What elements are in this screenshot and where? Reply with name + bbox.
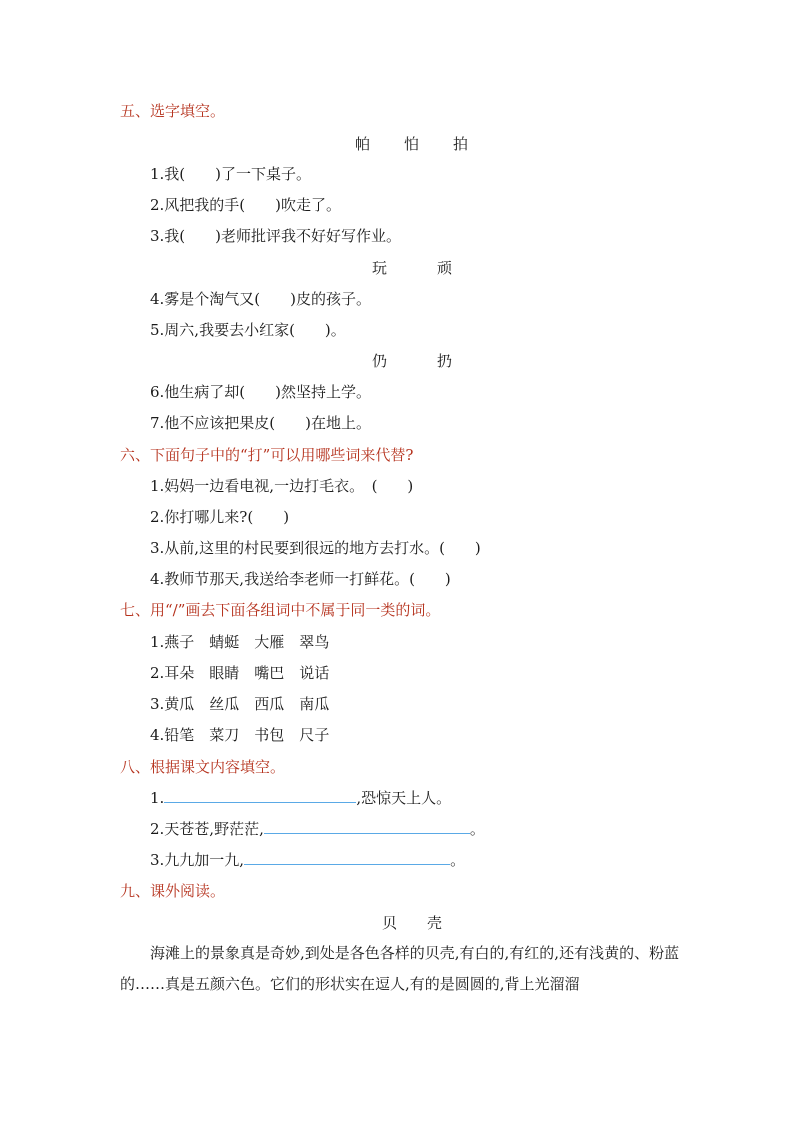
question-6-1: 1.妈妈一边看电视,一边打毛衣。 ( ) [150, 477, 414, 495]
question-8-1 [150, 788, 451, 808]
char-option: 帕 [355, 135, 371, 153]
answer-blank[interactable] [244, 850, 450, 865]
question-7-4: 4.铅笔 菜刀 书包 尺子 [150, 726, 330, 744]
reading-paragraph: 海滩上的景象真是奇妙,到处是各色各样的贝壳,有白的,有红的,还有浅黄的、粉蓝的……真是五颜六色。它们的形状实在逗人,有的是圆圆的,背上光溜溜 [120, 944, 680, 993]
question-5-5: 5.周六,我要去小红家( )。 [150, 321, 346, 339]
char-option: 拍 [453, 135, 469, 153]
question-6-2: 2.你打哪儿来?( ) [150, 508, 290, 526]
char-option: 玩 [372, 259, 388, 277]
question-6-3: 3.从前,这里的村民要到很远的地方去打水。( ) [150, 539, 481, 557]
char-group-1 [355, 134, 468, 154]
char-option: 怕 [404, 135, 420, 153]
char-option: 扔 [437, 352, 453, 370]
question-7-3: 3.黄瓜 丝瓜 西瓜 南瓜 [150, 695, 330, 713]
section-7-heading: 七、用“/”画去下面各组词中不属于同一类的词。 [120, 601, 441, 619]
question-text: 2.天苍苍,野茫茫, [150, 820, 264, 838]
section-5-heading: 五、选字填空。 [120, 102, 226, 120]
question-5-4: 4.雾是个淘气又( )皮的孩子。 [150, 290, 372, 308]
answer-blank[interactable] [164, 788, 356, 803]
question-number: 1. [150, 789, 165, 807]
section-6-heading: 六、下面句子中的“打”可以用哪些词来代替? [120, 446, 414, 464]
question-7-1: 1.燕子 蜻蜓 大雁 翠鸟 [150, 633, 330, 651]
char-option: 顽 [437, 259, 453, 277]
section-9-heading: 九、课外阅读。 [120, 882, 226, 900]
question-text: ,恐惊天上人。 [356, 789, 452, 807]
question-text: 3.九九加一九, [150, 851, 245, 869]
char-option: 仍 [372, 352, 388, 370]
section-8-heading: 八、根据课文内容填空。 [120, 758, 286, 776]
char-group-2 [372, 258, 452, 278]
question-text: 。 [450, 851, 466, 869]
answer-blank[interactable] [264, 819, 470, 834]
question-5-7: 7.他不应该把果皮( )在地上。 [150, 414, 372, 432]
question-5-2: 2.风把我的手( )吹走了。 [150, 196, 342, 214]
question-8-3 [150, 850, 465, 870]
question-8-2 [150, 819, 485, 839]
reading-title: 贝 壳 [382, 914, 443, 932]
question-5-6: 6.他生病了却( )然坚持上学。 [150, 383, 372, 401]
question-7-2: 2.耳朵 眼睛 嘴巴 说话 [150, 664, 330, 682]
question-text: 。 [469, 820, 485, 838]
question-5-3: 3.我( )老师批评我不好好写作业。 [150, 227, 402, 245]
question-6-4: 4.教师节那天,我送给李老师一打鲜花。( ) [150, 570, 451, 588]
char-group-3 [372, 351, 452, 371]
question-5-1: 1.我( )了一下桌子。 [150, 165, 312, 183]
